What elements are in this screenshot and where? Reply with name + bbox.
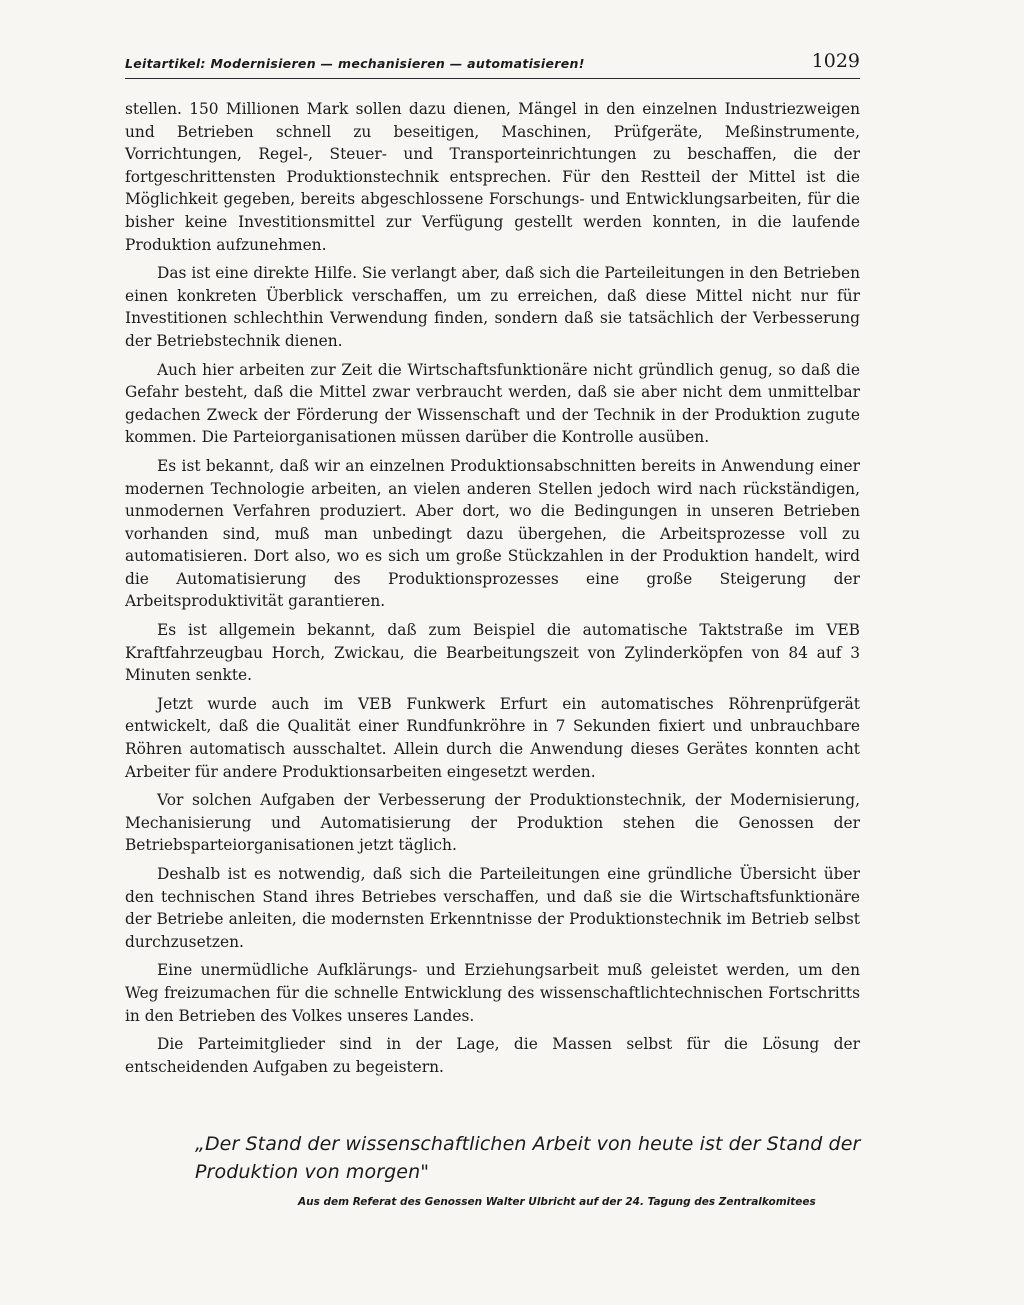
paragraph: Die Parteimitglieder sind in der Lage, die Massen selbst für die Lösung der entscheidenden Aufgaben zu begeistern. (125, 1035, 860, 1076)
paragraph: Auch hier arbeiten zur Zeit die Wirtschaftsfunktionäre nicht gründlich genug, so daß die Gefahr besteht, daß die Mittel zwar verbraucht werden, daß sie aber nicht dem unmittelbar gedachen Zweck der Förderung der Wissenschaft und der Technik in der Produktion zugute kommen. Die Parteiorganisationen müssen darüber die Kontrolle ausüben. (125, 360, 860, 447)
header-rule (125, 78, 860, 79)
paragraph: Deshalb ist es notwendig, daß sich die Parteileitungen eine gründliche Übersicht über den technischen Stand ihres Betriebes verschaffen, und daß sie die Wirtschaftsfunktionäre der Betriebe anleiten, die modernsten Erkenntnisse der Produktionstechnik im Betrieb selbst durchzusetzen. (125, 865, 860, 951)
paragraph: Vor solchen Aufgaben der Verbesserung der Produktionstechnik, der Modernisierung, Mechanisierung und Automatisierung der Produktion stehen die Genossen der Betriebsparteiorganisationen jetzt täglich. (125, 791, 860, 855)
running-header (125, 50, 860, 76)
page-number: 1029 (811, 50, 860, 72)
article-body (125, 98, 860, 1084)
pull-quote (195, 1130, 861, 1186)
paragraph: Jetzt wurde auch im VEB Funkwerk Erfurt ein automatisches Röhrenprüfgerät entwickelt, daß die Qualität einer Rundfunkröhre in 7 Sekunden fixiert und unbrauchbare Röhren automatisch ausschaltet. Allein durch die Anwendung dieses Gerätes konnten acht Arbeiter für andere Produktionsarbeiten eingesetzt werden. (125, 694, 860, 781)
running-title: Leitartikel: Modernisieren — mechanisieren — automatisieren! (125, 56, 585, 71)
quote-line: „Der Stand der wissenschaftlichen Arbeit von heute ist der Stand der (195, 1133, 861, 1155)
paragraph: stellen. 150 Millionen Mark sollen dazu dienen, Mängel in den einzelnen Industriezweigen und Betrieben schnell zu beseitigen, Maschinen, Prüfgeräte, Meßinstrumente, Vorrichtungen, Regel-, Steuer- und Transporteinrichtungen zu beschaffen, die der fortgeschrittensten Produktionstechnik entsprechen. Für den Restteil der Mittel ist die Möglichkeit gegeben, bereits abgeschlossene Forschungs- und Entwicklungsarbeiten, für die bisher keine Investitionsmittel zur Verfügung gestellt werden konnten, in die laufende Produktion aufzunehmen. (125, 100, 860, 254)
paragraph: Es ist allgemein bekannt, daß zum Beispiel die automatische Taktstraße im VEB Kraftfahrzeugbau Horch, Zwickau, die Bearbeitungszeit von Zylinderköpfen von 84 auf 3 Minuten senkte. (125, 621, 860, 685)
paragraph: Eine unermüdliche Aufklärungs- und Erziehungsarbeit muß geleistet werden, um den Weg freizumachen für die schnelle Entwicklung des wissenschaftlichtechnischen Fortschritts in den Betrieben des Volkes unseres Landes. (125, 961, 860, 1025)
quote-line: Produktion von morgen" (195, 1161, 430, 1183)
paragraph: Das ist eine direkte Hilfe. Sie verlangt aber, daß sich die Parteileitungen in den Betrieben einen konkreten Überblick verschaffen, um zu erreichen, daß diese Mittel nicht nur für Investitionen schlechthin Verwendung finden, sondern daß sie tatsächlich der Verbesserung der Betriebstechnik dienen. (125, 264, 860, 350)
paragraph: Es ist bekannt, daß wir an einzelnen Produktionsabschnitten bereits in Anwendung einer modernen Technologie arbeiten, an vielen anderen Stellen jedoch wird nach rückständigen, unmodernen Verfahren produziert. Aber dort, wo die Bedingungen in unseren Betrieben vorhanden sind, muß man unbedingt dazu übergehen, die Arbeitsprozesse voll zu automatisieren. Dort also, wo es sich um große Stückzahlen in der Produktion handelt, wird die Automatisierung des Produktionsprozesses eine große Steigerung der Arbeitsproduktivität garantieren. (125, 456, 860, 611)
quote-source: Aus dem Referat des Genossen Walter Ulbricht auf der 24. Tagung des Zentralkomitees (298, 1196, 816, 1208)
